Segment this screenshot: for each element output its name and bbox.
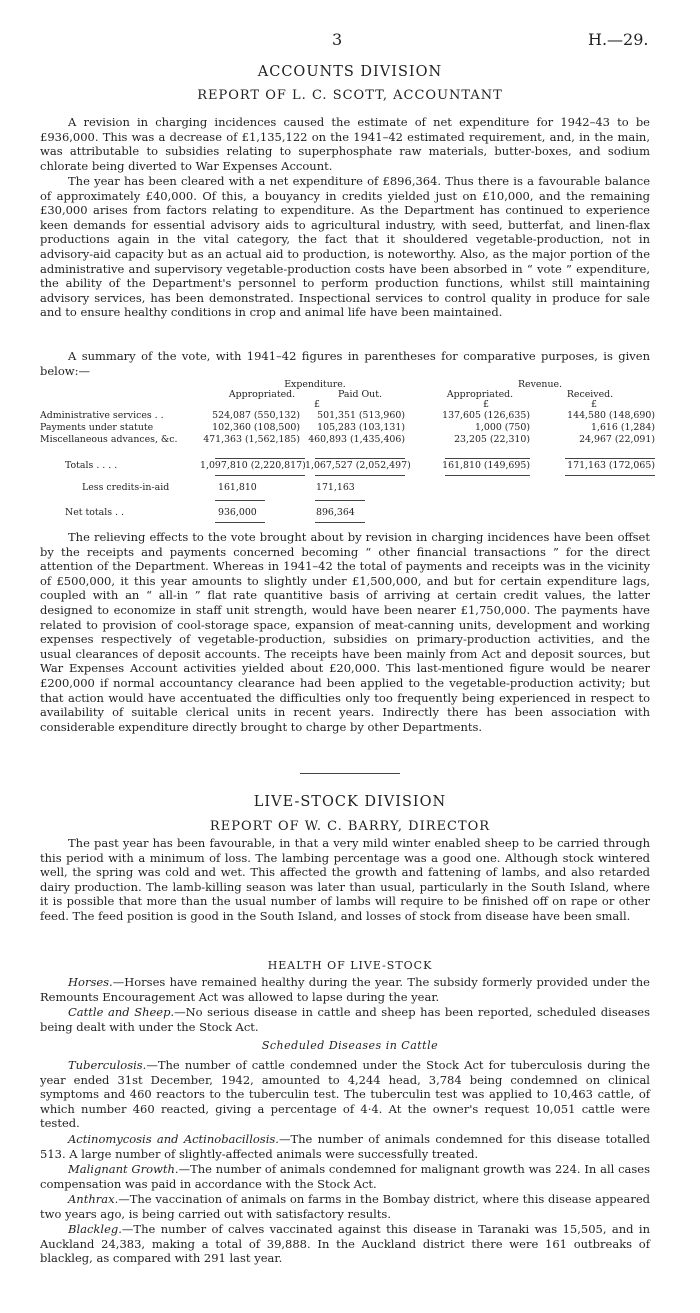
table-cell: 501,351 (513,960) xyxy=(317,410,405,421)
table-cell: 102,360 (108,500) xyxy=(212,422,300,433)
less-credits-cell: 161,810 xyxy=(218,482,257,493)
cattle-sheep-text: —No serious disease in cattle and sheep has been reported, scheduled diseases being dealt with under the Stock Act. xyxy=(40,1005,650,1034)
table-row-label: Administrative services . . xyxy=(40,410,164,421)
table-rule xyxy=(315,500,365,501)
totals-cell: 1,097,810 (2,220,817) xyxy=(200,460,306,471)
table-rule xyxy=(215,458,305,459)
accounts-paragraph-4: The relieving effects to the vote brought about by revision in charging incidences have been offset by the receipts and payments concerned becoming “ other financial transactions ” for the direct attention of the Department. Whereas in 1941–42 the total of payments and receipts was in the vicinity of £500,000, it this year amounts to slightly under £1,500,000, and but for certain expenditure lags, coupled with an “ all-in ” flat rate quantitive basis of arriving at certain credit values, the latter designed to economize in staff unit strength, would have been nearer £1,750,000. The payments have related to provision of cool-storage space, expansion of meat-canning units, development and working expenses respectively of vegetable-production, subsidies on primary-production activities, and the usual clearances of deposit accounts. The receipts have been mainly from Act and deposit sources, but War Expenses Account activities yielded about £20,000. This last-mentioned figure would be nearer £200,000 if normal accountancy clearance had been applied to the vegetable-production activity; but that action would have accentuated the difficulties only too frequently being experienced in respect to availability of suitable clerical units in recent years. Indirectly there has been association with considerable expenditure directly brought to charge by other Departments. xyxy=(40,530,650,734)
totals-cell: 161,810 (149,695) xyxy=(442,460,530,471)
document-reference: H.—29. xyxy=(588,30,649,49)
table-rule xyxy=(565,458,655,459)
actinomycosis-text: —The number of animals condemned for this disease totalled 513. A large number of slightly-affected animals were successfully treated. xyxy=(40,1132,651,1161)
horses-title: Horses. xyxy=(68,975,113,989)
table-rule xyxy=(215,522,265,523)
blackleg-text: —The number of calves vaccinated against this disease in Taranaki was 15,505, and in Auckland 24,383, making a total of 39,888. In the Auckland district there were 161 outbreaks of blackleg, as compared with 291 last year. xyxy=(40,1222,650,1266)
horses-text: —Horses have remained healthy during the year. The subsidy formerly provided under the Remounts Encouragement Act was allowed to lapse during the year. xyxy=(40,975,650,1004)
less-credits-cell: 171,163 xyxy=(316,482,355,493)
totals-label: Totals . . . . xyxy=(65,460,118,471)
table-cell: 23,205 (22,310) xyxy=(454,434,530,445)
livestock-report-subtitle: REPORT OF W. C. BARRY, DIRECTOR xyxy=(209,819,491,834)
blackleg-paragraph xyxy=(40,1222,650,1266)
table-row-label: Payments under statute xyxy=(40,422,154,433)
anthrax-paragraph xyxy=(40,1192,650,1221)
tuberculosis-title: Tuberculosis. xyxy=(68,1058,147,1072)
table-cell: 460,893 (1,435,406) xyxy=(308,434,405,445)
health-of-livestock-heading: HEALTH OF LIVE-STOCK xyxy=(267,959,433,972)
currency-symbol: £ xyxy=(483,399,489,410)
tuberculosis-paragraph xyxy=(40,1058,650,1131)
net-totals-cell: 896,364 xyxy=(316,507,355,518)
actinomycosis-paragraph xyxy=(40,1132,650,1161)
less-credits-label: Less credits-in-aid xyxy=(82,482,170,493)
currency-symbol: £ xyxy=(591,399,597,410)
expenditure-group-header: Expenditure. xyxy=(284,379,346,390)
scheduled-diseases-heading: Scheduled Diseases in Cattle xyxy=(261,1039,439,1052)
table-cell: 471,363 (1,562,185) xyxy=(203,434,300,445)
livestock-paragraph-1: The past year has been favourable, in that a very mild winter enabled sheep to be carried through this period with a minimum of loss. The lambing percentage was a good one. Although stock wintered well, the spring was cold and wet. This affected the growth and fattening of lambs, and also retarded dairy production. The lamb-killing season was later than usual, particularly in the South Island, where it is possible that more than the usual number of lambs will require to be finished off on rape or other feed. The feed position is good in the South Island, and losses of stock from disease have been small. xyxy=(40,836,650,923)
malignant-growth-text: —The number of animals condemned for malignant growth was 224. In all cases compensation was paid in accordance with the Stock Act. xyxy=(40,1162,650,1191)
cattle-sheep-title: Cattle and Sheep. xyxy=(68,1005,175,1019)
page-number: 3 xyxy=(332,30,343,49)
table-cell: 105,283 (103,131) xyxy=(317,422,405,433)
horses-paragraph xyxy=(40,975,650,1004)
blackleg-title: Blackleg. xyxy=(68,1222,122,1236)
totals-cell: 1,067,527 (2,052,497) xyxy=(305,460,411,471)
accounts-paragraph-1: A revision in charging incidences caused the estimate of net expenditure for 1942–43 to be £936,000. This was a decrease of £1,135,122 on the 1941–42 estimated requirement, and, in the main, was attributable to subsidies relating to superphosphate raw materials, butter-boxes, and sodium chlorate being diverted to War Expenses Account. xyxy=(40,115,650,173)
table-row-label: Miscellaneous advances, &c. xyxy=(40,434,178,445)
actinomycosis-title: Actinomycosis and Actinobacillosis. xyxy=(68,1132,279,1146)
currency-symbol: £ xyxy=(314,399,320,410)
malignant-growth-title: Malignant Growth. xyxy=(68,1162,179,1176)
table-cell: 144,580 (148,690) xyxy=(567,410,655,421)
section-divider xyxy=(300,773,400,774)
table-cell: 1,616 (1,284) xyxy=(591,422,655,433)
table-cell: 24,967 (22,091) xyxy=(579,434,655,445)
accounts-paragraph-2: The year has been cleared with a net expenditure of £896,364. Thus there is a favourable balance of approximately £40,000. Of this, a bouyancy in credits yielded just on £10,000, and the remaining £30,000 arises from factors relating to expenditure. As the Department has continued to experience keen demands for essential advisory aids to agricultural industry, with seed, butterfat, and linen-flax productions again in the vital category, the fact that it shouldered vegetable-production, not in advisory-aid capacity but as an actual aid to production, is noteworthy. Also, as the major portion of the administrative and supervisory vegetable-production costs have been absorbed in “ vote ” expenditure, the ability of the Department's personnel to perform production functions, whilst still maintaining advisory services, has been demonstrated. Inspectional services to control quality in produce for sale and to ensure healthy conditions in crop and animal life have been maintained. xyxy=(40,174,650,320)
col-exp-paid-out: Paid Out. xyxy=(338,389,382,400)
table-rule xyxy=(565,475,655,476)
table-rule xyxy=(445,475,530,476)
table-cell: 137,605 (126,635) xyxy=(442,410,530,421)
tuberculosis-text: —The number of cattle condemned under the Stock Act for tuberculosis during the year ended 31st December, 1942, amounted to 4,244 head, 3,784 being condemned on clinical symptoms and 460 reactors to the tuberculin test. The tuberculin test was applied to 10,463 cattle, of which number 460 reacted, giving a percentage of 4·4. At the owner's request 10,051 cattle were tested. xyxy=(40,1058,650,1131)
table-rule xyxy=(315,458,405,459)
accounts-report-subtitle: REPORT OF L. C. SCOTT, ACCOUNTANT xyxy=(197,88,503,103)
net-totals-cell: 936,000 xyxy=(218,507,257,518)
table-rule xyxy=(315,522,365,523)
accounts-division-title: ACCOUNTS DIVISION xyxy=(257,64,443,80)
cattle-sheep-paragraph xyxy=(40,1005,650,1034)
net-totals-label: Net totals . . xyxy=(65,507,124,518)
table-rule xyxy=(445,458,530,459)
table-cell: 1,000 (750) xyxy=(474,422,530,433)
anthrax-text: —The vaccination of animals on farms in the Bombay district, where this disease appeared two years ago, is being carried out with satisfactory results. xyxy=(40,1192,650,1221)
totals-cell: 171,163 (172,065) xyxy=(567,460,655,471)
col-rev-received: Received. xyxy=(566,389,614,400)
table-rule xyxy=(215,475,305,476)
malignant-growth-paragraph xyxy=(40,1162,650,1191)
revenue-group-header: Revenue. xyxy=(517,379,563,390)
table-cell: 524,087 (550,132) xyxy=(212,410,300,421)
table-rule xyxy=(315,475,405,476)
table-rule xyxy=(215,500,265,501)
livestock-division-title: LIVE-STOCK DIVISION xyxy=(253,794,447,810)
col-exp-appropriated: Appropriated. xyxy=(228,389,296,400)
accounts-paragraph-3: A summary of the vote, with 1941–42 figures in parentheses for comparative purposes, is given below:— xyxy=(40,349,650,378)
col-rev-appropriated: Appropriated. xyxy=(446,389,514,400)
anthrax-title: Anthrax. xyxy=(68,1192,119,1206)
